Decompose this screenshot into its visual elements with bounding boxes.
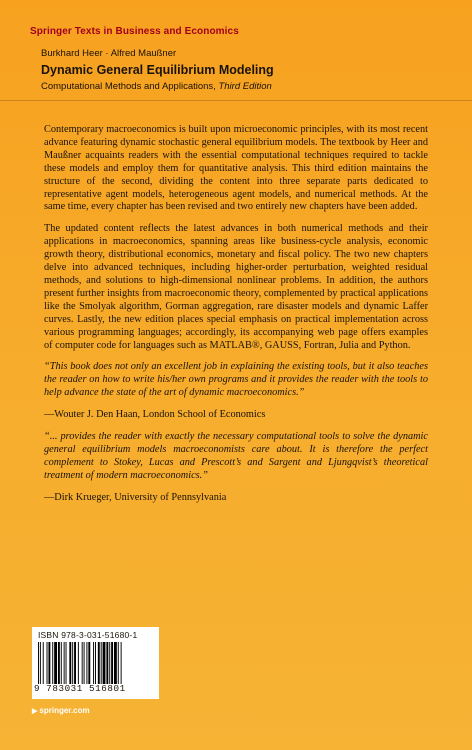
barcode-bars	[38, 642, 153, 684]
endorsement-attribution-1: —Wouter J. Den Haan, London School of Economics	[44, 409, 266, 421]
barcode-stripe	[121, 642, 122, 684]
book-subtitle	[41, 81, 272, 92]
barcode-stripe	[54, 642, 57, 684]
authors: Burkhard Heer · Alfred Maußner	[41, 48, 177, 59]
description-paragraph-1: Contemporary macroeconomics is built upon microeconomic principles, with its most recent advance featuring dynamic stochastic general equilibrium models. The textbook by Heer and Maußner acquaints readers with the essential computational techniques required to tackle these models and employ them for quantitative analysis. This third edition maintains the structure of the second, dividing the content into three separate parts dedicated to representative agent models, heterogeneous agent models, and numerical methods. At the same time, every chapter has been revised and two entirely new chapters have been added.	[44, 124, 428, 213]
barcode-stripe	[64, 642, 65, 684]
barcode-stripe	[38, 642, 39, 684]
barcode-stripe	[118, 642, 119, 684]
barcode-stripe	[43, 642, 44, 684]
barcode-stripe	[66, 642, 67, 684]
header-divider	[0, 100, 472, 101]
description-paragraph-2: The updated content reflects the latest advances in both numerical methods and their applications in macroeconomics, spanning areas like business-cycle analysis, economic growth theory, distributional economics, monetary and fiscal policy. The two new chapters delve into advanced techniques, including higher-order perturbation, weighted residual methods, and solutions to high-dimensional nonlinear problems. In addition, the authors present further insights from macroeconomic theory, complemented by practical applications like the Smolyak algorithm, Gorman aggregation, rare disaster models and dynamic Laffer curves. Lastly, the new edition places special emphasis on practical implementation across various programming languages; accordingly, its accompanying web page offers examples of computer code for languages such as MATLAB®, GAUSS, Fortran, Julia and Python.	[44, 223, 428, 351]
barcode-stripe	[109, 642, 110, 684]
barcode	[32, 627, 159, 699]
edition-label: Third Edition	[218, 81, 272, 92]
barcode-stripe	[47, 642, 48, 684]
barcode-digits: 9 783031 516801	[34, 683, 126, 694]
endorsement-quote-1: “This book does not only an excellent job in explaining the existing tools, but it also teaches the reader on how to write his/her own programs and it provides the reader with the tools to help advance the state of the art of dynamic macroeconomics.”	[44, 361, 428, 399]
barcode-stripe	[58, 642, 60, 684]
barcode-stripe	[52, 642, 53, 684]
barcode-stripe	[40, 642, 41, 684]
isbn-number: ISBN 978-3-031-51680-1	[38, 630, 138, 640]
barcode-stripe	[98, 642, 100, 684]
publisher-url[interactable]	[32, 706, 90, 715]
barcode-stripe	[74, 642, 76, 684]
barcode-stripe	[84, 642, 85, 684]
barcode-stripe	[88, 642, 90, 684]
barcode-stripe	[48, 642, 50, 684]
barcode-stripe	[93, 642, 94, 684]
barcode-stripe	[78, 642, 79, 684]
book-title: Dynamic General Equilibrium Modeling	[41, 63, 274, 77]
barcode-stripe	[82, 642, 83, 684]
barcode-stripe	[86, 642, 87, 684]
endorsement-attribution-2: —Dirk Krueger, University of Pennsylvania	[44, 491, 227, 503]
barcode-stripe	[72, 642, 73, 684]
barcode-stripe	[114, 642, 117, 684]
barcode-stripe	[69, 642, 71, 684]
barcode-stripe	[95, 642, 96, 684]
publisher-url-text: springer.com	[39, 706, 90, 715]
barcode-stripe	[106, 642, 108, 684]
triangle-right-icon: ▶	[32, 708, 38, 715]
barcode-stripe	[61, 642, 62, 684]
subtitle-text: Computational Methods and Applications,	[41, 81, 216, 92]
back-cover-text	[44, 124, 428, 514]
series-name: Springer Texts in Business and Economics	[30, 26, 239, 37]
endorsement-quote-2: “... provides the reader with exactly the necessary computational tools to solve the dynamic general equilibrium models macroeconomists care about. It is therefore the perfect complement to Stokey, Lucas and Prescott’s and Sargent and Ljungqvist’s theoretical treatment of modern macroeconomics.”	[44, 431, 428, 481]
barcode-stripe	[101, 642, 102, 684]
barcode-stripe	[103, 642, 106, 684]
barcode-stripe	[111, 642, 113, 684]
